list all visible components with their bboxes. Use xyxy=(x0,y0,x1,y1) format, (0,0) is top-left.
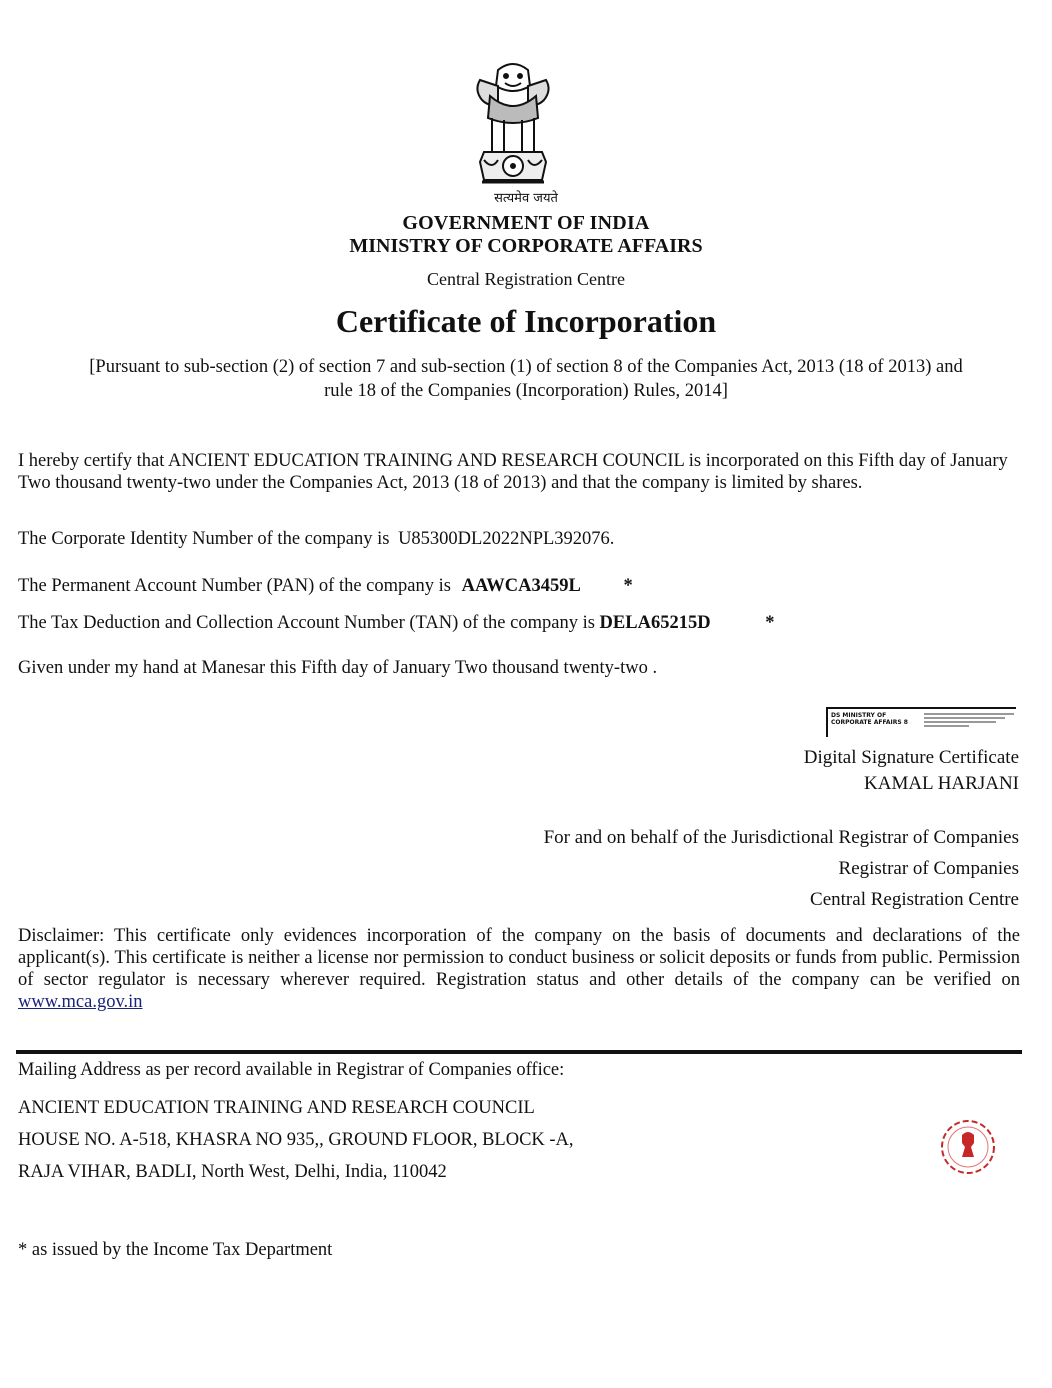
pan-value: AAWCA3459L xyxy=(461,576,581,596)
government-heading: GOVERNMENT OF INDIA xyxy=(402,212,650,234)
ministry-heading: MINISTRY OF CORPORATE AFFAIRS xyxy=(349,235,703,257)
tan-value: DELA65215D xyxy=(599,613,711,633)
registrar-seal-icon xyxy=(938,1117,998,1177)
mailing-address-line-2: HOUSE NO. A-518, KHASRA NO 935,, GROUND FLOOR, BLOCK -A, xyxy=(18,1130,574,1150)
mailing-heading: Mailing Address as per record available in Registrar of Companies office: xyxy=(18,1060,565,1080)
tan-label: The Tax Deduction and Collection Account Number (TAN) of the company is xyxy=(18,613,595,633)
disclaimer-text: Disclaimer: This certificate only evidences incorporation of the company on the basis of documents and declarations of the applicant(s). This certificate is neither a license nor permission to conduct business or solicit deposits or funds from public. Permission of sector regulator is necessary wherever required. Registration status and other details of the company can be verified on xyxy=(18,926,1020,990)
pan-label: The Permanent Account Number (PAN) of the company is xyxy=(18,576,451,596)
given-under-hand: Given under my hand at Manesar this Fifth day of January Two thousand twenty-two . xyxy=(18,658,658,678)
cin-value: U85300DL2022NPL392076. xyxy=(398,529,615,549)
signatory-name: KAMAL HARJANI xyxy=(864,773,1019,794)
mca-website-link[interactable]: www.mca.gov.in xyxy=(18,992,143,1012)
disclaimer-paragraph xyxy=(18,925,1020,1013)
emblem-motto: सत्यमेव जयते xyxy=(494,191,558,206)
cin-line xyxy=(18,529,614,550)
document-title: Certificate of Incorporation xyxy=(335,303,717,339)
registrar-line-2: Registrar of Companies xyxy=(838,858,1019,879)
certification-paragraph: I hereby certify that ANCIENT EDUCATION TRAINING AND RESEARCH COUNCIL is incorporated on this Fifth day of January Two thousand twenty-two under the Companies Act, 2013 (18 of 2013) and that the company is limited by shares. xyxy=(18,451,1008,493)
tan-line xyxy=(18,613,774,634)
footnote: * as issued by the Income Tax Department xyxy=(18,1240,333,1260)
mailing-address-line-3: RAJA VIHAR, BADLI, North West, Delhi, India, 110042 xyxy=(18,1162,447,1182)
pursuant-clause xyxy=(0,355,1052,403)
digital-signature-stamp xyxy=(826,707,1016,737)
pan-line xyxy=(18,576,633,597)
signature-stamp-details xyxy=(924,711,1014,729)
registrar-line-1: For and on behalf of the Jurisdictional Registrar of Companies xyxy=(543,827,1019,848)
registrar-line-3: Central Registration Centre xyxy=(810,889,1019,910)
signature-stamp-text: DS MINISTRY OF CORPORATE AFFAIRS 8 xyxy=(831,712,908,726)
signature-label: Digital Signature Certificate xyxy=(803,747,1019,768)
tan-footnote-marker: * xyxy=(765,613,775,633)
mailing-address-line-1: ANCIENT EDUCATION TRAINING AND RESEARCH COUNCIL xyxy=(18,1098,535,1118)
pursuant-line-2: rule 18 of the Companies (Incorporation) Rules, 2014] xyxy=(324,381,728,401)
cin-label: The Corporate Identity Number of the company is xyxy=(18,529,390,549)
section-divider xyxy=(16,1050,1022,1054)
national-emblem-icon xyxy=(468,56,558,191)
registration-centre: Central Registration Centre xyxy=(427,269,625,289)
pan-footnote-marker: * xyxy=(623,576,633,596)
pursuant-line-1: [Pursuant to sub-section (2) of section 7 and sub-section (1) of section 8 of the Companies Act, 2013 (18 of 2013) and xyxy=(89,357,963,377)
